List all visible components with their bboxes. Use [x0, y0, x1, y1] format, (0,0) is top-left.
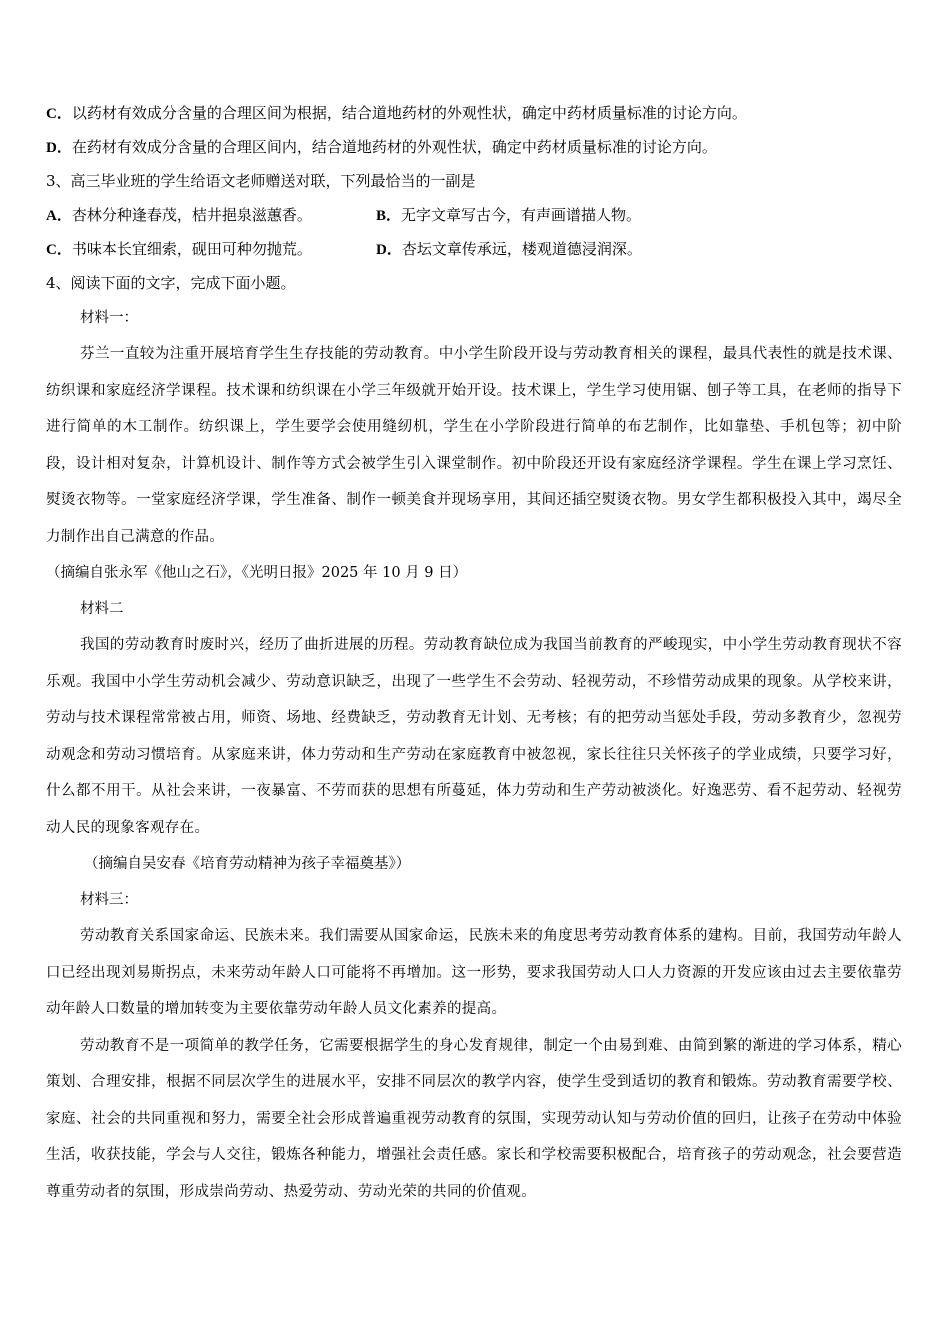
- question-3-stem: 3、高三毕业班的学生给语文老师赠送对联，下列最恰当的一副是: [46, 172, 476, 190]
- question-3-options-row-2: [46, 232, 902, 266]
- option-text: 以药材有效成分含量的合理区间为根据，结合道地药材的外观性状，确定中药材质量标准的讨论方向。: [71, 104, 747, 122]
- option-text: 无字文章写古今，有声画谱描人物。: [401, 206, 642, 224]
- option-text: 杏林分种逢春茂，桔井挹泉滋蕙香。: [71, 206, 312, 224]
- material-1-label: 材料一：: [80, 310, 138, 326]
- option-text: 书味本长宜细索，砚田可种勿抛荒。: [71, 240, 312, 258]
- material-3-label: 材料三：: [80, 892, 138, 908]
- material-1-text: 芬兰一直较为注重开展培育学生生存技能的劳动教育。中小学生阶段开设与劳动教育相关的课程，最具代表性的就是技术课、纺织课和家庭经济学课程。技术课和纺织课在小学三年级就开始开设。技术课上，学生学习使用锯、刨子等工具，在老师的指导下进行简单的木工制作。纺织课上，学生要学会使用缝纫机，学生在小学阶段进行简单的布艺制作，比如靠垫、手机包等；初中阶段，设计相对复杂，计算机设计、制作等方式会被学生引入课堂制作。初中阶段还开设有家庭经济学课程。学生在课上学习烹饪、熨烫衣物等。一堂家庭经济学课，学生准备、制作一顿美食并现场享用，其间还插空熨烫衣物。男女学生都积极投入其中，竭尽全力制作出自己满意的作品。: [46, 346, 902, 545]
- option-letter: C．: [46, 242, 72, 258]
- option-text: 在药材有效成分含量的合理区间内，结合道地药材的外观性状，确定中药材质量标准的讨论方向。: [71, 138, 717, 156]
- option-text: 杏坛文章传承远，楼观道德浸润深。: [401, 240, 642, 258]
- option-a: [46, 198, 376, 232]
- option-b: [376, 198, 641, 232]
- option-letter: B．: [376, 208, 402, 224]
- material-3-paragraph-2: 劳动教育不是一项简单的教学任务，它需要根据学生的身心发育规律，制定一个由易到难、由简到繁的渐进的学习体系，精心策划、合理安排，根据不同层次学生的进展水平，安排不同层次的教学内容，使学生受到适切的教育和锻炼。劳动教育需要学校、家庭、社会的共同重视和努力，需要全社会形成普遍重视劳动教育的氛围，实现劳动认知与劳动价值的回归，让孩子在劳动中体验生活，收获技能，学会与人交往，锻炼各种能力，增强社会责任感。家长和学校需要积极配合，培育孩子的劳动观念，社会要营造尊重劳动者的氛围，形成崇尚劳动、热爱劳动、劳动光荣的共同的价值观。: [46, 1037, 902, 1200]
- option-c-prev: [46, 96, 902, 130]
- material-2-label: 材料二: [80, 601, 124, 617]
- material-1-source: （摘编自张永军《他山之石》，《光明日报》2025 年 10 月 9 日）: [46, 565, 468, 581]
- option-letter: C．: [46, 106, 72, 122]
- option-c: [46, 232, 376, 266]
- option-letter: A．: [46, 208, 72, 224]
- option-letter: D．: [376, 242, 402, 258]
- material-3-paragraph-1: 劳动教育关系国家命运、民族未来。我们需要从国家命运，民族未来的角度思考劳动教育体系的建构。目前，我国劳动年龄人口已经出现刘易斯拐点，未来劳动年龄人口可能将不再增加。这一形势，要求我国劳动人口人力资源的开发应该由过去主要依靠劳动年龄人口数量的增加转变为主要依靠劳动年龄人员文化素养的提高。: [46, 928, 902, 1017]
- question-3-options-row-1: [46, 198, 902, 232]
- option-d: [376, 232, 642, 266]
- material-2-text: 我国的劳动教育时废时兴，经历了曲折进展的历程。劳动教育缺位成为我国当前教育的严峻现实，中小学生劳动教育现状不容乐观。我国中小学生劳动机会减少、劳动意识缺乏，出现了一些学生不会劳动、轻视劳动，不珍惜劳动成果的现象。从学校来讲，劳动与技术课程常常被占用，师资、场地、经费缺乏，劳动教育无计划、无考核；有的把劳动当惩处手段，劳动多教育少，忽视劳动观念和劳动习惯培育。从家庭来讲，体力劳动和生产劳动在家庭教育中被忽视，家长往往只关怀孩子的学业成绩，只要学习好，什么都不用干。从社会来讲，一夜暴富、不劳而获的思想有所蔓延，体力劳动和生产劳动被淡化。好逸恶劳、看不起劳动、轻视劳动人民的现象客观存在。: [46, 637, 902, 836]
- material-2-source: （摘编自吴安春《培育劳动精神为孩子幸福奠基》）: [84, 856, 411, 872]
- option-letter: D．: [46, 140, 72, 156]
- question-4-stem: 4、阅读下面的文字，完成下面小题。: [46, 274, 296, 292]
- option-d-prev: [46, 130, 902, 164]
- document-page: [46, 96, 902, 1210]
